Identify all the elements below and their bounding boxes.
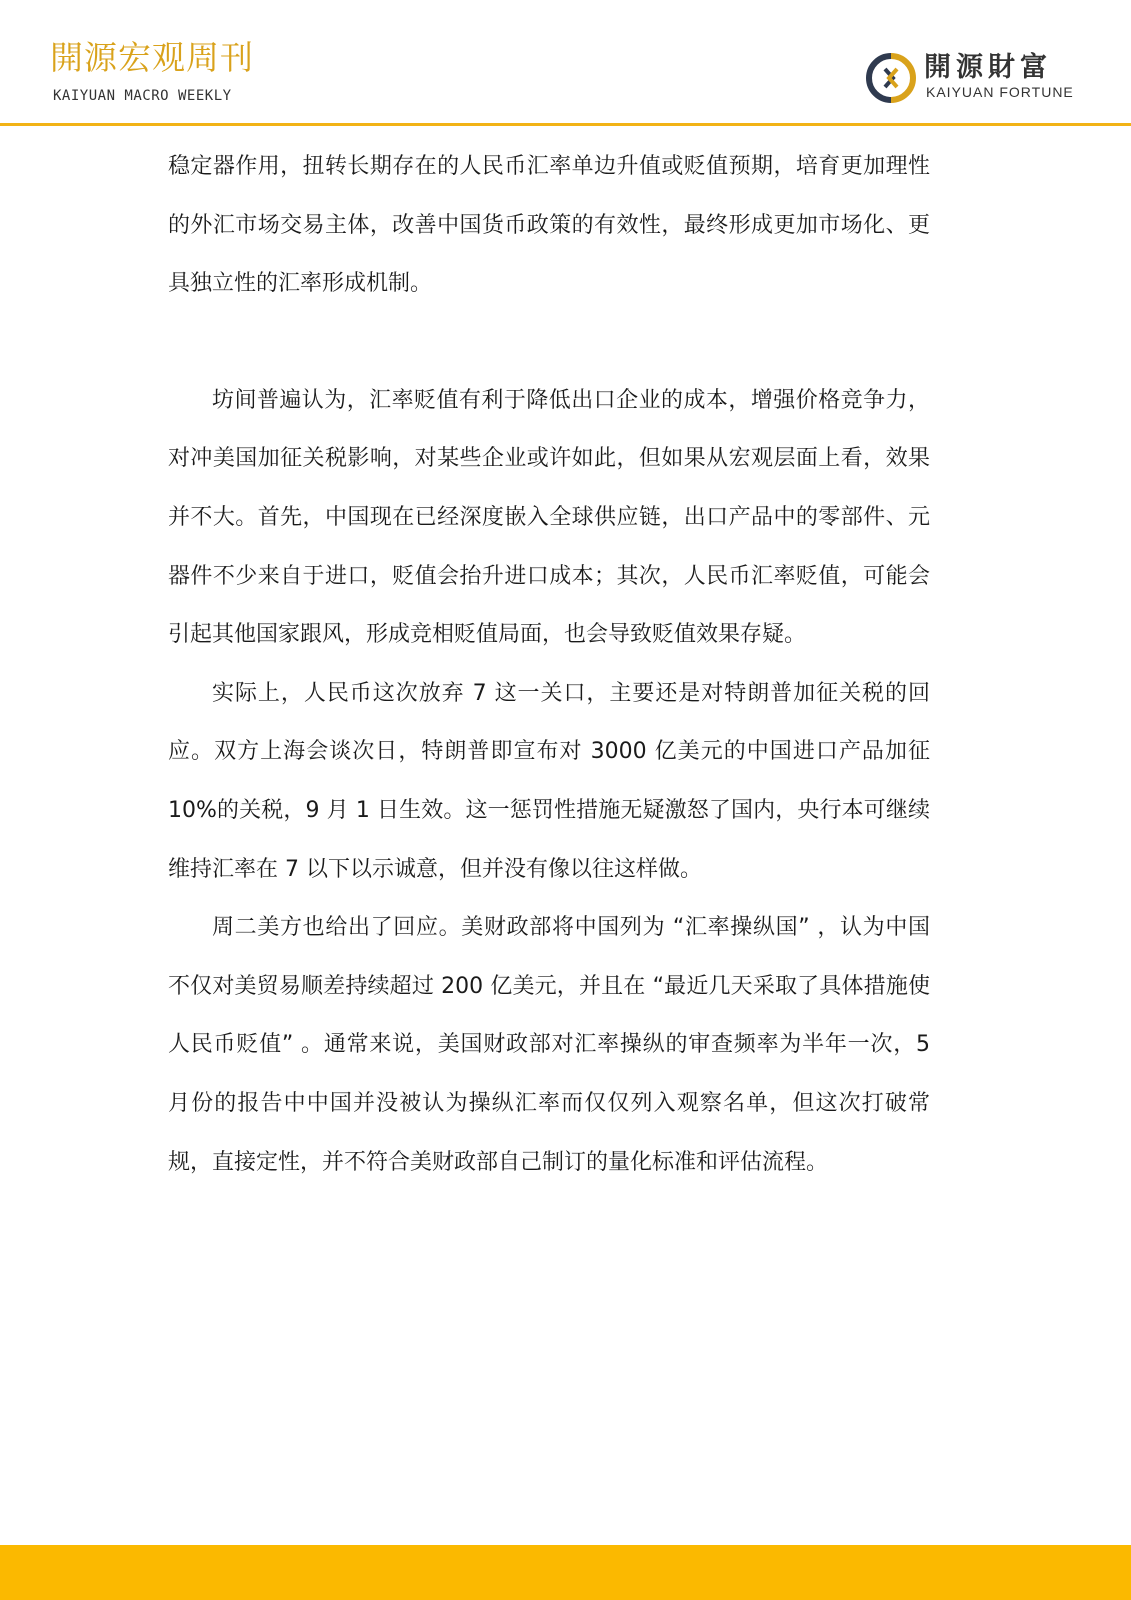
- paragraph-3: 实际上，人民币这次放弃 7 这一关口，主要还是对特朗普加征关税的回应。双方上海会谈次日，特朗普即宣布对 3000 亿美元的中国进口产品加征 10%的关税，9 月 1 日生效。这一惩罚性措施无疑激怒了国内，央行本可继续维持汇率在 7 以下以示诚意，但并没有像以往这样做。: [168, 680, 930, 882]
- publication-subtitle: KAIYUAN MACRO WEEKLY: [53, 88, 232, 104]
- header-divider: [0, 123, 1131, 126]
- paragraph-1: 稳定器作用，扭转长期存在的人民币汇率单边升值或贬值预期，培育更加理性的外汇市场交易主体，改善中国货币政策的有效性，最终形成更加市场化、更具独立性的汇率形成机制。: [168, 154, 930, 297]
- paragraph-2: 坊间普遍认为，汇率贬值有利于降低出口企业的成本，增强价格竞争力，对冲美国加征关税影响，对某些企业或许如此，但如果从宏观层面上看，效果并不大。首先，中国现在已经深度嵌入全球供应链，出口产品中的零部件、元器件不少来自于进口，贬值会抬升进口成本；其次，人民币汇率贬值，可能会引起其他国家跟风，形成竞相贬值局面，也会导致贬值效果存疑。: [168, 387, 930, 648]
- article-body: [168, 138, 930, 1192]
- company-logo: [866, 52, 1096, 104]
- kaiyuan-logo-icon: [866, 52, 916, 104]
- publication-title: 開源宏观周刊: [50, 38, 254, 77]
- paragraph-4: 周二美方也给出了回应。美财政部将中国列为 “汇率操纵国” ，认为中国不仅对美贸易顺差持续超过 200 亿美元，并且在 “最近几天采取了具体措施使人民币贬值” 。通常来说，美国财政部对汇率操纵的审查频率为半年一次，5 月份的报告中中国并没被认为操纵汇率而仅仅列入观察名单，但这次打破常规，直接定性，并不符合美财政部自己制订的量化标准和评估流程。: [168, 915, 930, 1175]
- page-header: [0, 0, 1131, 125]
- footer-bar: [0, 1545, 1131, 1600]
- logo-name-en: KAIYUAN FORTUNE: [926, 84, 1074, 100]
- logo-name-cn: 開源財富: [924, 52, 1052, 83]
